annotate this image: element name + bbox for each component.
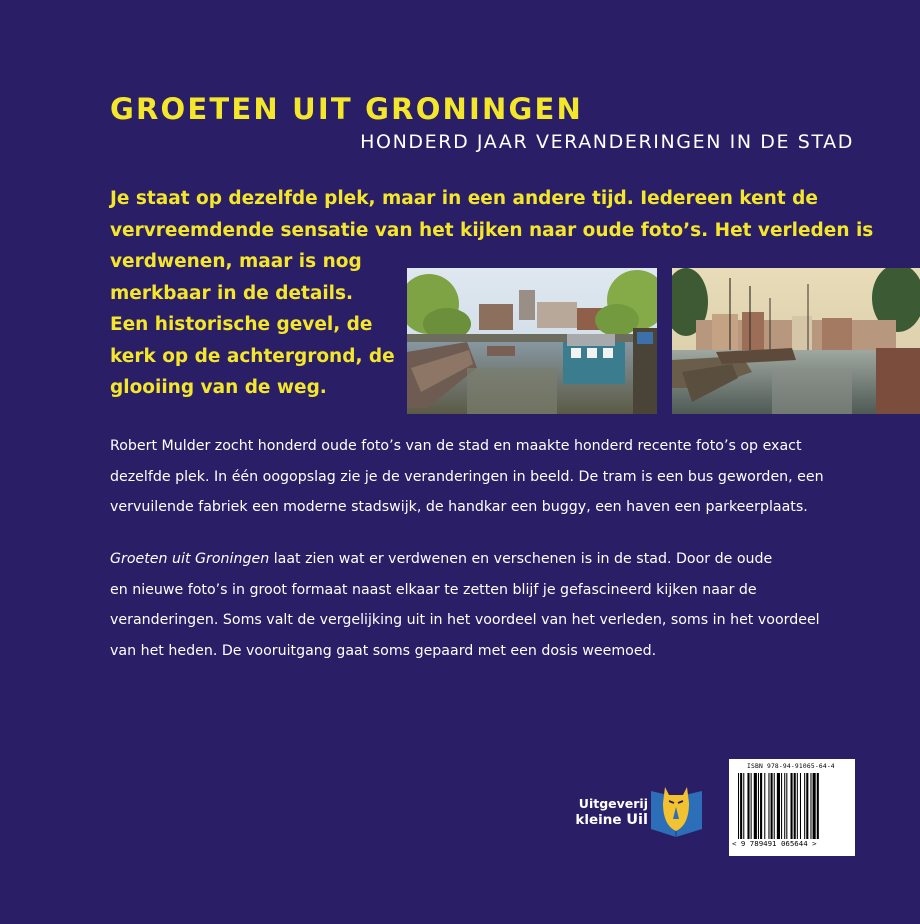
intro-line: glooiing van de weg. — [110, 377, 327, 398]
historic-canal-photo — [672, 268, 920, 414]
barcode-bar — [810, 773, 811, 839]
paragraph-line: vervuilende fabriek een moderne stadswijk, de handkar een buggy, een haven een parkeerplaats. — [110, 499, 808, 515]
barcode-bar — [794, 773, 796, 839]
intro-line: kerk op de achtergrond, de — [110, 345, 395, 367]
barcode-bar — [813, 773, 816, 839]
publisher-line-2a: kleine — [575, 812, 627, 828]
barcode-bar — [743, 773, 744, 839]
intro-line: Een historische gevel, de — [110, 314, 373, 335]
barcode-bar — [764, 773, 765, 839]
publisher-line-2b: Uil — [626, 812, 648, 828]
paragraph-line: dezelfde plek. In één oogopslag zie je de veranderingen in beeld. De tram is een bus geworden, een — [110, 468, 824, 485]
paragraph-line: Robert Mulder zocht honderd oude foto’s van de stad en maakte honderd recente foto’s op exact — [110, 438, 802, 454]
barcode-bar — [784, 773, 785, 839]
barcode-bar — [817, 773, 819, 839]
owl-logo-icon — [649, 783, 704, 839]
barcode-bar — [806, 773, 808, 839]
paragraph-line: en nieuwe foto’s in groot formaat naast elkaar te zetten blijf je gefascineerd kijken naar de — [110, 581, 757, 598]
isbn-barcode — [729, 759, 855, 856]
book-title: GROETEN UIT GRONINGEN — [110, 92, 583, 126]
ean-digits — [732, 839, 854, 848]
barcode-bar — [774, 773, 775, 839]
ean-left: < — [732, 839, 737, 848]
barcode-bar — [751, 773, 752, 839]
ean-right: > — [812, 839, 817, 848]
barcode-bar — [760, 773, 762, 839]
barcode-bar — [747, 773, 749, 839]
publisher-logo-block — [560, 785, 710, 845]
barcode-bar — [768, 773, 769, 839]
barcode-bars — [738, 773, 848, 839]
barcode-bar — [754, 773, 757, 839]
barcode-bar — [800, 773, 801, 839]
barcode-bar — [797, 773, 798, 839]
barcode-bar — [758, 773, 759, 839]
paragraph-line-rest: laat zien wat er verdwenen en verschenen is in de stad. Door de oude — [269, 551, 773, 567]
publisher-line-1: Uitgeverij — [578, 796, 648, 811]
intro-line: vervreemdende sensatie van het kijken naar oude foto’s. Het verleden is — [110, 219, 874, 241]
barcode-bar — [781, 773, 782, 839]
barcode-bar — [786, 773, 787, 839]
publisher-name — [575, 795, 648, 829]
barcode-bar — [738, 773, 739, 839]
isbn-number: ISBN 978-94-91065-64-4 — [747, 763, 835, 770]
intro-line: verdwenen, maar is nog — [110, 251, 362, 272]
barcode-bar — [740, 773, 742, 839]
book-title-italic: Groeten uit Groningen — [110, 551, 270, 567]
paragraph-line — [110, 544, 820, 575]
description-paragraph-1 — [110, 431, 824, 523]
barcode-bar — [804, 773, 805, 839]
publisher-line-2 — [575, 812, 648, 829]
intro-line: Je staat op dezelfde plek, maar in een andere tijd. Iedereen kent de — [110, 188, 818, 209]
barcode-bar — [771, 773, 773, 839]
ean-number: 9 789491 065644 — [740, 839, 808, 848]
book-subtitle: HONDERD JAAR VERANDERINGEN IN DE STAD — [360, 131, 854, 153]
paragraph-line: veranderingen. Soms valt de vergelijking uit in het voordeel van het verleden, soms in het voordeel — [110, 612, 820, 628]
barcode-bar — [791, 773, 793, 839]
paragraph-line: van het heden. De vooruitgang gaat soms gepaard met een dosis weemoed. — [110, 642, 657, 659]
modern-canal-photo — [407, 268, 657, 414]
barcode-bar — [777, 773, 780, 839]
description-paragraph-2 — [110, 544, 820, 666]
intro-line: merkbaar in de details. — [110, 282, 354, 304]
